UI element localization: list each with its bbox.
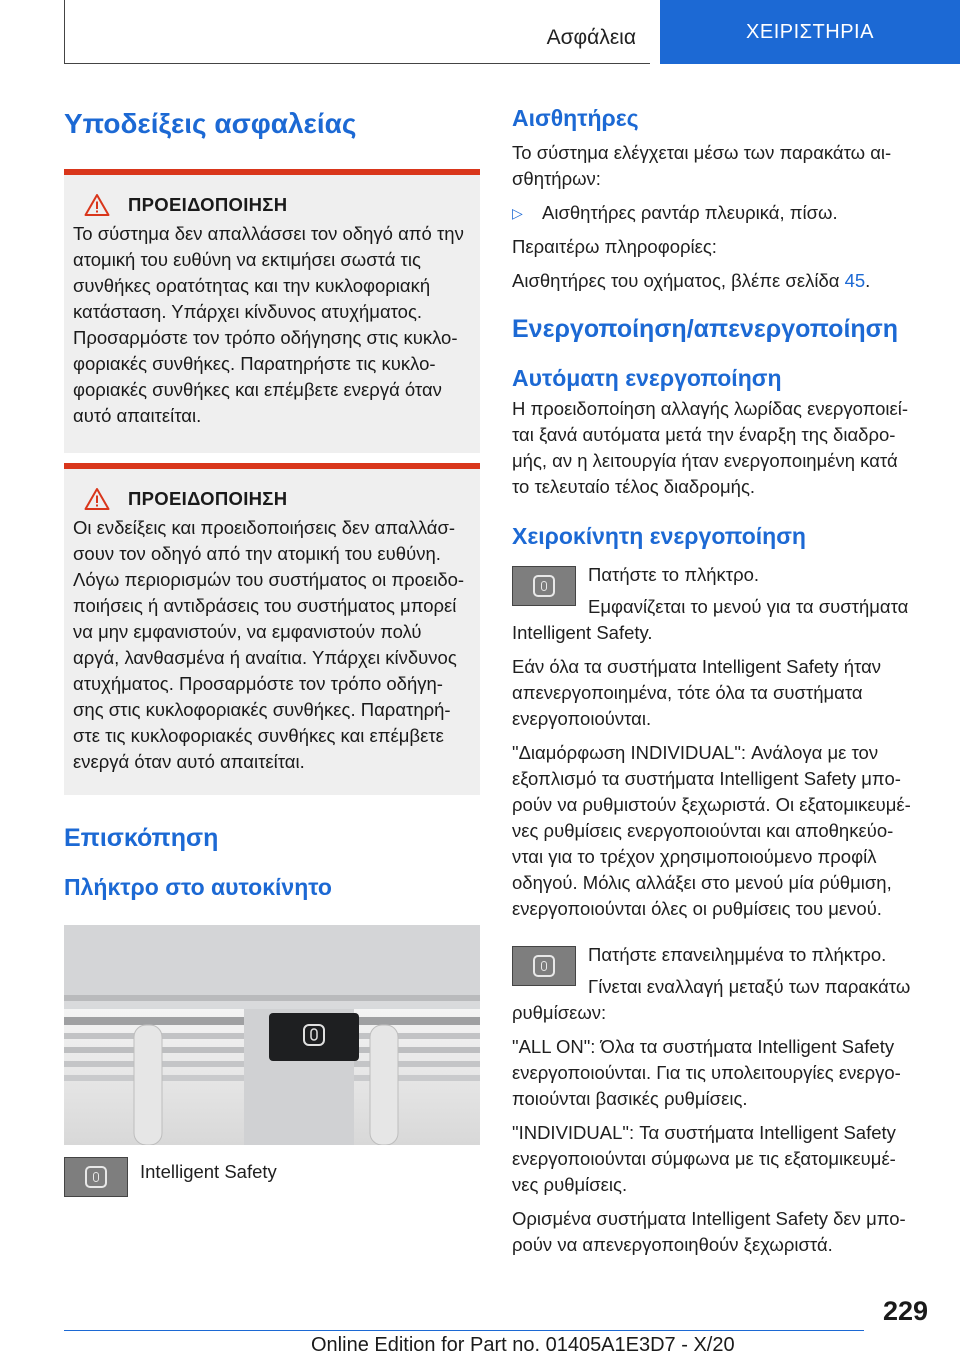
warning-line: αυτό απαιτείται. (73, 405, 202, 426)
intelligent-safety-button-icon[interactable] (64, 1157, 128, 1197)
sensors-bullet-text: Αισθητήρες ραντάρ πλευρικά, πίσω. (542, 202, 838, 223)
warning-line: σης στις κυκλοφοριακές συνθήκες. Παρατηρή- (73, 699, 451, 720)
warning-line: συνθήκες ορατότητας και την κυκλοφοριακή (73, 275, 431, 296)
warning-line: φοριακές συνθήκες και επέμβετε ενεργά όταν (73, 379, 442, 400)
warning-text (73, 515, 472, 775)
header-chapter-tab[interactable]: ΧΕΙΡΙΣΤΗΡΙΑ (660, 0, 960, 64)
press-button-text: Πατήστε το πλήκτρο. (588, 564, 760, 585)
page-number: 229 (882, 1296, 928, 1326)
button-legend-label: Intelligent Safety (140, 1161, 277, 1182)
warning-line: να μην εμφανιστούν, να εμφανιστούν πολύ (73, 621, 422, 642)
paragraph-line: ποιούνται βασικές ρυθμίσεις. (512, 1088, 748, 1109)
paragraph-line: ενεργοποιούνται. Για τις υπολειτουργίες ενεργο- (512, 1062, 901, 1083)
warning-line: ατυχήματος. Προσαρμόστε τον τρόπο οδήγη- (73, 673, 443, 694)
paragraph-line: μής, αν η λειτουργία ήταν ενεργοποιημένη κατά (512, 450, 898, 471)
warning-text (73, 221, 472, 429)
warning-header (73, 193, 472, 217)
paragraph-line: Intelligent Safety. (512, 622, 653, 643)
vehicle-sensors-text: Αισθητήρες του οχήματος, βλέπε σελίδα (512, 270, 845, 291)
footer-edition-text: Online Edition for Part no. 01405A1E3D7 - X/20 (311, 1334, 735, 1356)
paragraph-line: "Διαμόρφωση INDIVIDUAL": Ανάλογα με τον (512, 742, 879, 763)
reference-period: . (865, 270, 871, 291)
warning-line: φοριακές συνθήκες. Παρατηρήστε τις κυκλο- (73, 353, 436, 374)
warning-line: κατάσταση. Υπάρχει κίνδυνος ατυχήματος. (73, 301, 423, 322)
individual-text (512, 1120, 928, 1198)
button-legend (64, 1157, 480, 1197)
manual-activation-heading: Χειροκίνητη ενεργοποίηση (512, 523, 806, 549)
paragraph-line: νες ρυθμίσεις. (512, 1174, 628, 1195)
warning-triangle-icon (84, 487, 110, 511)
sensors-intro (512, 140, 928, 192)
warning-line: Λόγω περιορισμών του συστήματος οι προειδο- (73, 569, 465, 590)
warning-line: αργά, λανθασμένα ή αναίτια. Υπάρχει κίνδυνος (73, 647, 457, 668)
paragraph-line: ενεργοποιούνται όλες οι ρυθμίσεις του μενού. (512, 898, 882, 919)
warning-line: Προσαρμόστε τον τρόπο οδήγησης στις κυκλο- (73, 327, 458, 348)
paragraph-line: "INDIVIDUAL": Τα συστήματα Intelligent Safety (512, 1122, 896, 1143)
warning-title: ΠΡΟΕΙΔΟΠΟΙΗΣΗ (128, 488, 288, 509)
warning-box-1 (64, 169, 480, 453)
page-link[interactable]: 45 (844, 270, 866, 291)
paragraph-line: ται ξανά αυτόματα μετά την έναρξη της διαδρο- (512, 424, 896, 445)
left-column (64, 100, 480, 1197)
header-rule-left (64, 0, 65, 64)
paragraph-line: ενεργοποιούνται σύμφωνα με τις εξατομικευμέ- (512, 1148, 896, 1169)
more-info-label: Περαιτέρω πληροφορίες: (512, 236, 717, 257)
sensors-intro-line: Το σύστημα ελέγχεται μέσω των παρακάτω αι- (512, 142, 892, 163)
paragraph-line: εξοπλισμό τα συστήματα Intelligent Safety μπο- (512, 768, 901, 789)
paragraph-line: Εμφανίζεται το μενού για τα συστήματα (588, 596, 909, 617)
overview-heading: Επισκόπηση (64, 824, 219, 852)
paragraph-line: το τελευταίο τέλος διαδρομής. (512, 476, 756, 497)
paragraph-line: ρούν να ρυθμιστούν ξεχωριστά. Οι εξατομικευμέ- (512, 794, 911, 815)
paragraph-line: νται για το τρέχον χρησιμοποιούμενο προφίλ (512, 846, 877, 867)
paragraph-line: "ALL ON": Όλα τα συστήματα Intelligent Safety (512, 1036, 895, 1057)
car-button-photo (64, 925, 480, 1145)
paragraph-line: απενεργοποιημένα, τότε όλα τα συστήματα (512, 682, 863, 703)
paragraph-line: νες ρυθμίσεις ενεργοποιούνται και αποθηκεύο- (512, 820, 894, 841)
paragraph-line: Γίνεται εναλλαγή μεταξύ των παρακάτω (588, 976, 911, 997)
intelligent-safety-button-icon[interactable] (512, 566, 576, 606)
auto-activation-text (512, 396, 928, 500)
activation-heading: Ενεργοποίηση/απενεργοποίηση (512, 315, 899, 343)
warning-header (73, 487, 472, 511)
header-rule-bottom (64, 63, 650, 64)
warning-title: ΠΡΟΕΙΔΟΠΟΙΗΣΗ (128, 194, 288, 215)
paragraph-line: Εάν όλα τα συστήματα Intelligent Safety ήταν (512, 656, 882, 677)
dashboard-illustration (64, 925, 480, 1145)
sensors-heading: Αισθητήρες (512, 105, 639, 131)
footer-rule (64, 1330, 864, 1331)
bullet-triangle-icon: ▷ (512, 205, 523, 221)
warning-line: ατομική του ευθύνη να εκτιμήσει σωστά τις (73, 249, 421, 270)
button-in-car-heading: Πλήκτρο στο αυτοκίνητο (64, 874, 332, 900)
safety-notes-heading: Υποδείξεις ασφαλείας (64, 108, 357, 139)
warning-line: ενεργά όταν αυτό απαιτείται. (73, 751, 305, 772)
press-repeat-text: Πατήστε επανειλημμένα το πλήκτρο. (588, 944, 887, 965)
vehicle-sensors-reference (512, 268, 928, 294)
config-individual-text (512, 740, 928, 922)
paragraph-line: ρούν να απενεργοποιηθούν ξεχωριστά. (512, 1234, 833, 1255)
intelligent-safety-button-icon[interactable] (512, 946, 576, 986)
paragraph-line: ενεργοποιούνται. (512, 708, 652, 729)
warning-box-2 (64, 463, 480, 795)
all-off-text (512, 654, 928, 732)
paragraph-line: Η προειδοποίηση αλλαγής λωρίδας ενεργοποιεί- (512, 398, 909, 419)
warning-line: σουν τον οδηγό από την ατομική του ευθύνη. (73, 543, 441, 564)
warning-triangle-icon (84, 193, 110, 217)
paragraph-line: Ορισμένα συστήματα Intelligent Safety δεν μπο- (512, 1208, 906, 1229)
all-on-text (512, 1034, 928, 1112)
warning-line: στε τις κυκλοφοριακές συνθήκες και επέμβετε (73, 725, 444, 746)
sensors-intro-line: σθητήρων: (512, 168, 601, 189)
sensors-bullet-item (512, 200, 928, 226)
right-column (512, 100, 928, 1258)
paragraph-line: οδηγού. Μόλις αλλάξει στο μενού μία ρύθμιση, (512, 872, 892, 893)
warning-line: Οι ενδείξεις και προειδοποιήσεις δεν απαλλάσ- (73, 517, 456, 538)
warning-line: ποιήσεις ή αντιδράσεις του συστήματος μπορεί (73, 595, 457, 616)
auto-activation-heading: Αυτόματη ενεργοποίηση (512, 365, 782, 391)
some-systems-text (512, 1206, 928, 1258)
warning-line: Το σύστημα δεν απαλλάσσει τον οδηγό από την (73, 223, 464, 244)
header-section-title: Ασφάλεια (546, 26, 636, 49)
paragraph-line: ρυθμίσεων: (512, 1002, 607, 1023)
